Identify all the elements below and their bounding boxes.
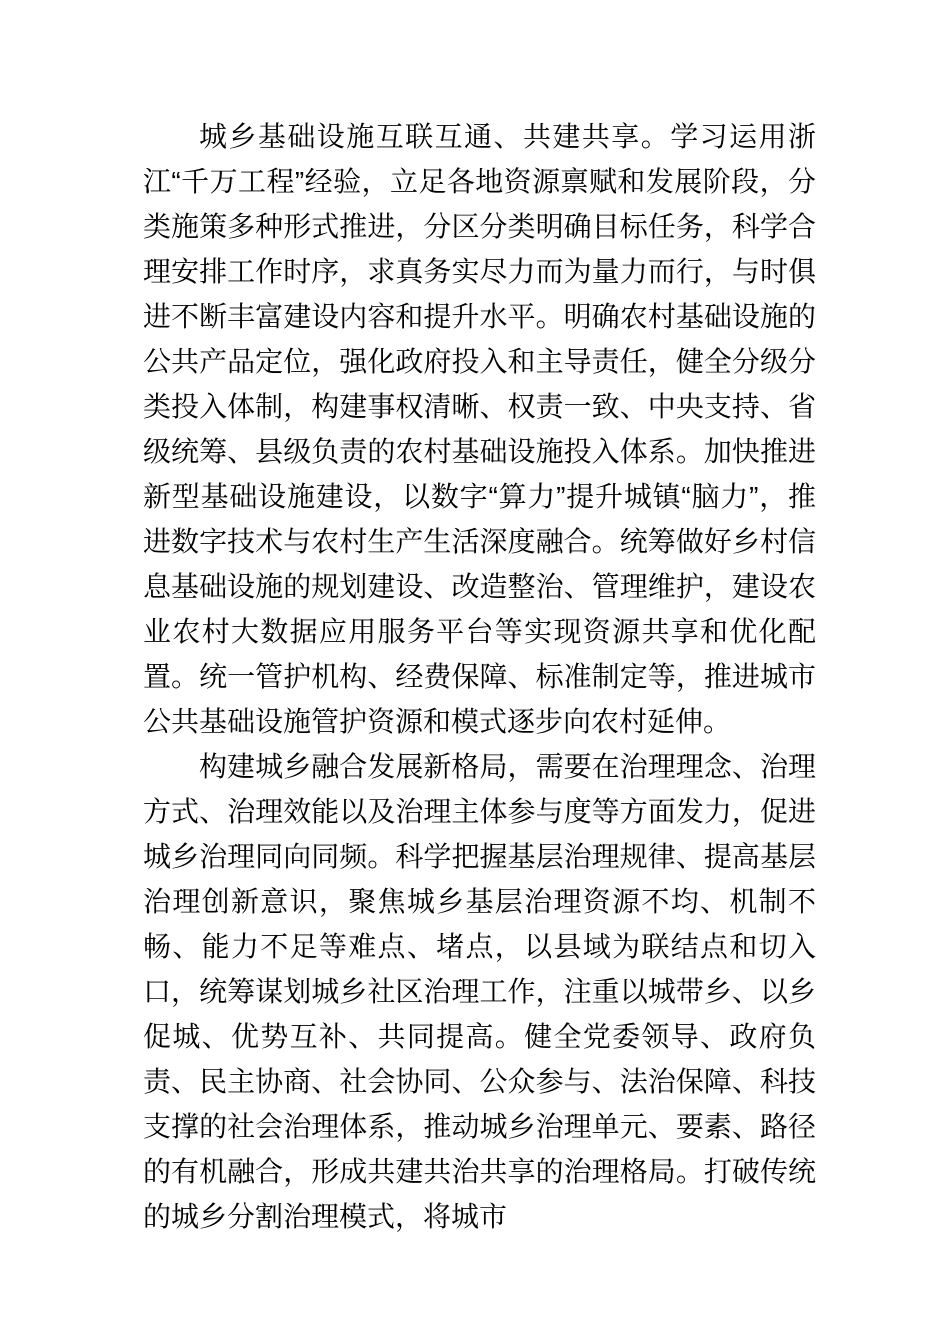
paragraph-urban-rural-infrastructure: 城乡基础设施互联互通、共建共享。学习运用浙江“千万工程”经验，立足各地资源禀赋和发展阶段，分类施策多种形式推进，分区分类明确目标任务，科学合理安排工作时序，求真务实尽力而为量力而行，与时俱进不断丰富建设内容和提升水平。明确农村基础设施的公共产品定位，强化政府投入和主导责任，健全分级分类投入体制，构建事权清晰、权责一致、中央支持、省级统筹、县级负责的农村基础设施投入体系。加快推进新型基础设施建设，以数字“算力”提升城镇“脑力”，推进数字技术与农村生产生活深度融合。统筹做好乡村信息基础设施的规划建设、改造整治、管理维护，建设农业农村大数据应用服务平台等实现资源共享和优化配置。统一管护机构、经费保障、标准制定等，推进城市公共基础设施管护资源和模式逐步向农村延伸。 bbox=[143, 121, 816, 737]
document-body-text bbox=[143, 114, 816, 1239]
paragraph-urban-rural-governance: 构建城乡融合发展新格局，需要在治理理念、治理方式、治理效能以及治理主体参与度等方面发力，促进城乡治理同向同频。科学把握基层治理规律、提高基层治理创新意识，聚焦城乡基层治理资源不均、机制不畅、能力不足等难点、堵点，以县域为联结点和切入口，统筹谋划城乡社区治理工作，注重以城带乡、以乡促城、优势互补、共同提高。健全党委领导、政府负责、民主协商、社会协同、公众参与、法治保障、科技支撑的社会治理体系，推动城乡治理单元、要素、路径的有机融合，形成共建共治共享的治理格局。打破传统的城乡分割治理模式，将城市 bbox=[143, 751, 816, 1232]
